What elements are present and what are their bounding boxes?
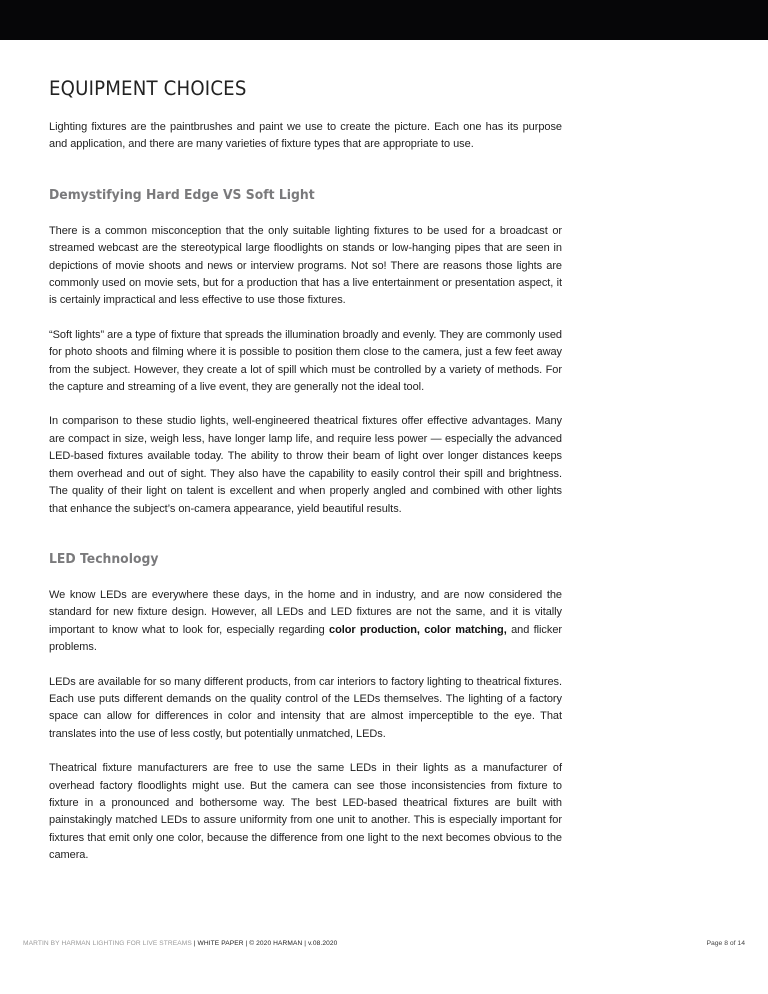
page-content [49,76,562,865]
text-run: and flicker problems. [49,623,563,654]
bold-emphasis: color production, color matching, [329,623,507,636]
intro-paragraph: Lighting fixtures are the paintbrushes and paint we use to create the picture. Each one has its purpose and application, and there are many varieties of fixture types that are appropriate to use. [49,121,562,151]
page-number: Page 8 of 14 [706,940,745,947]
footer-separator: | [191,940,198,947]
section-hard-edge-vs-soft-light [49,187,562,518]
section-heading: LED Technology [49,551,159,567]
paragraph: LEDs are available for so many different products, from car interiors to factory lighting to theatrical fixtures. Each use puts different demands on the quality control of the LEDs themselves. The lighting of a factory space can allow for differences in color and intensity that are almost imperceptible to the eye. That translates into the use of less costly, but potentially unmatched, LEDs. [49,675,562,740]
footer-separator: | [243,940,250,947]
paragraph: In comparison to these studio lights, well-engineered theatrical fixtures offer effective advantages. Many are compact in size, weigh less, have longer lamp life, and require less power — especially the advanced LED-based fixtures available today. The ability to throw their beam of light over longer distances keeps them overhead and out of sight. They also have the capability to easily control their spill and brightness. The quality of their light on talent is excellent and when properly angled and combined with other lights that enhance the subject’s on-camera appearance, yield beautiful results. [49,415,562,515]
footer-series: MARTIN BY HARMAN LIGHTING FOR LIVE STREAMS [23,940,192,947]
footer-document-info [23,940,337,947]
paragraph: “Soft lights” are a type of fixture that spreads the illumination broadly and evenly. They are commonly used for photo shoots and filming where it is possible to position them close to the camera, just a few feet away from the subject. However, they create a lot of spill which must be controlled by a variety of methods. For the capture and streaming of a live event, they are generally not the ideal tool. [49,328,562,394]
paragraph: There is a common misconception that the only suitable lighting fixtures to be used for a broadcast or streamed webcast are the stereotypical large floodlights on stands or low-hanging pipes that are seen in depictions of movie shoots and news or interview programs. Not so! There are reasons those lights are commonly used on movie sets, but for a production that has a live entertainment or presentation aspect, it is certainly impractical and less effective to use those fixtures. [49,224,562,307]
footer-doc-type: WHITE PAPER [197,940,244,947]
footer-version: v.08.2020 [308,940,338,947]
section-heading: Demystifying Hard Edge VS Soft Light [49,187,315,203]
paragraph: Theatrical fixture manufacturers are free to use the same LEDs in their lights as a manufacturer of overhead factory floodlights might use. But the camera can see those inconsistencies from fixture to fixture in a pronounced and bothersome way. The best LED-based theatrical fixtures are built with painstakingly matched LEDs to assure uniformity from one unit to another. This is especially important for fixtures that emit only one color, because the difference from one light to the next becomes obvious to the camera. [49,762,562,862]
footer-separator: | [302,940,309,947]
text-run: We know LEDs are everywhere these days, in the home and in industry, and are now considered the standard for new fixture design. However, all LEDs and LED fixtures are not the same, and it is vitally important to know what to look for, especially regarding [49,588,562,636]
footer-copyright: © 2020 HARMAN [249,940,303,947]
section-led-technology [49,551,562,865]
page-title: EQUIPMENT CHOICES [49,77,247,100]
paragraph [49,587,562,657]
header-bar [0,0,768,40]
